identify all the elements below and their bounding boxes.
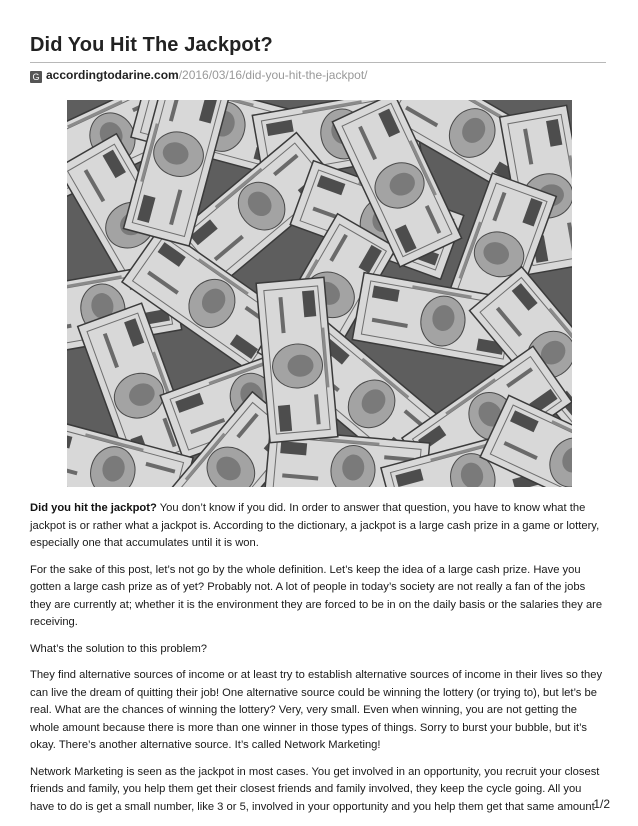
article-body — [30, 500, 608, 825]
page-number: 1/2 — [593, 797, 610, 811]
source-path-link[interactable]: /2016/03/16/did-you-hit-the-jackpot/ — [178, 68, 368, 82]
paragraph-text: You don’t know if you did. In order to answer that question, you have to know what the jackpot is or rather what a jackpot is. According to the dictionary, a jackpot is a large cash prize in a game or lottery, especially one that accumulates until it is won. — [30, 502, 600, 549]
source-domain-link[interactable]: accordingtodarine.com — [46, 68, 179, 82]
paragraph: Network Marketing is seen as the jackpot in most cases. You get involved in an opportunity, you recruit your closest friends and family, you help them get their closest friends and family involved, they keep the cycle going. All you have to do is get a small number, like 3 or 5, involved in your opportunity and you help them get that same amount — [30, 765, 600, 813]
site-favicon-icon: G — [30, 71, 42, 83]
paragraph: They find alternative sources of income or at least try to establish alternative sources of income in their lives so they can live the dream of quitting their job! One alternative source could be winning the lottery (or trying to), but let’s be real. What are the chances of winning the lottery? Very, very small. Even when winning, you are not getting the whole amount because there is more than one winner in those types of things. Sorry to burst your bubble, but it’s okay. There’s another alternative source. It’s called Network Marketing! — [30, 669, 603, 751]
title-divider — [30, 62, 606, 63]
hero-image-money — [67, 100, 572, 487]
page-title: Did You Hit The Jackpot? — [30, 34, 273, 56]
paragraph-lead: Did you hit the jackpot? — [30, 502, 157, 514]
money-pile-illustration — [67, 100, 572, 487]
paragraph: What’s the solution to this problem? — [30, 642, 208, 655]
source-line — [30, 68, 368, 83]
paragraph-intro — [30, 500, 608, 553]
paragraph: For the sake of this post, let’s not go by the whole definition. Let’s keep the idea of a large cash prize. Have you gotten a large cash prize as of yet? Probably not. A lot of people in today’s society are not really a fan of the jobs they are currently at; whether it is the environment they are forced to be in on the daily basis or the salaries they are receiving. — [30, 563, 603, 628]
